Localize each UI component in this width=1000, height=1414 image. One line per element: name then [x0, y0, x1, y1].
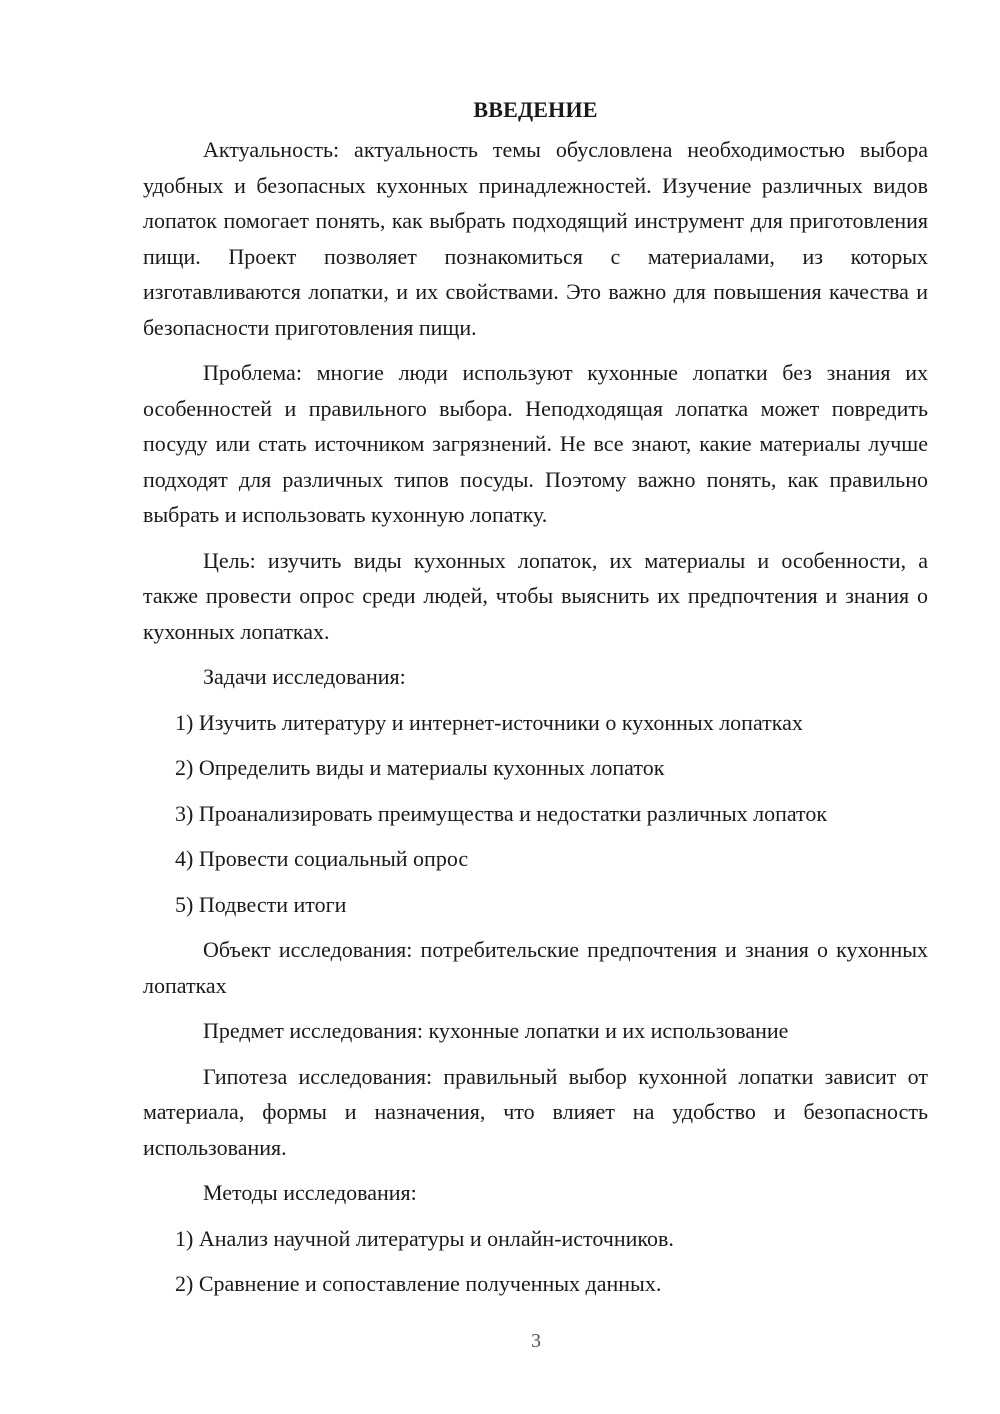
problem-paragraph: Проблема: многие люди используют кухонные лопатки без знания их особенностей и правильного выбора. Неподходящая лопатка может повредить посуду или стать источником загрязнений. Не все знают, какие материалы лучше подходят для различных типов посуды. Поэтому важно понять, как правильно выбрать и использовать кухонную лопатку.	[143, 360, 928, 527]
task-item: 1) Изучить литературу и интернет-источники о кухонных лопатках	[175, 709, 803, 735]
methods-list	[143, 1221, 928, 1302]
task-item: 4) Провести социальный опрос	[175, 846, 469, 871]
section-title: ВВЕДЕНИЕ	[473, 97, 598, 122]
method-item: 2) Сравнение и сопоставление полученных данных.	[175, 1271, 662, 1296]
object-paragraph: Объект исследования: потребительские предпочтения и знания о кухонных лопатках	[143, 937, 928, 998]
document-page	[143, 92, 928, 1312]
hypothesis-paragraph: Гипотеза исследования: правильный выбор кухонной лопатки зависит от материала, формы и назначения, что влияет на удобство и безопасность использования.	[143, 1063, 928, 1160]
subject-paragraph: Предмет исследования: кухонные лопатки и их использование	[203, 1018, 789, 1043]
task-item: 5) Подвести итоги	[175, 891, 347, 917]
relevance-paragraph: Актуальность: актуальность темы обусловлена необходимостью выбора удобных и безопасных кухонных принадлежностей. Изучение различных видов лопаток помогает понять, как выбрать подходящий инструмент для приготовления пищи. Проект позволяет познакомиться с материалами, из которых изготавливаются лопатки, и их свойствами. Это важно для повышения качества и безопасности приготовления пищи.	[143, 137, 928, 340]
methods-heading: Методы исследования:	[203, 1180, 417, 1205]
tasks-heading: Задачи исследования:	[203, 664, 406, 689]
page-number: 3	[531, 1330, 541, 1352]
task-item: 2) Определить виды и материалы кухонных лопаток	[175, 755, 665, 780]
goal-paragraph: Цель: изучить виды кухонных лопаток, их материалы и особенности, а также провести опрос среди людей, чтобы выяснить их предпочтения и знания о кухонных лопатках.	[143, 547, 928, 644]
tasks-list	[143, 705, 928, 923]
method-item: 1) Анализ научной литературы и онлайн-источников.	[175, 1225, 674, 1251]
task-item: 3) Проанализировать преимущества и недостатки различных лопаток	[175, 800, 828, 826]
